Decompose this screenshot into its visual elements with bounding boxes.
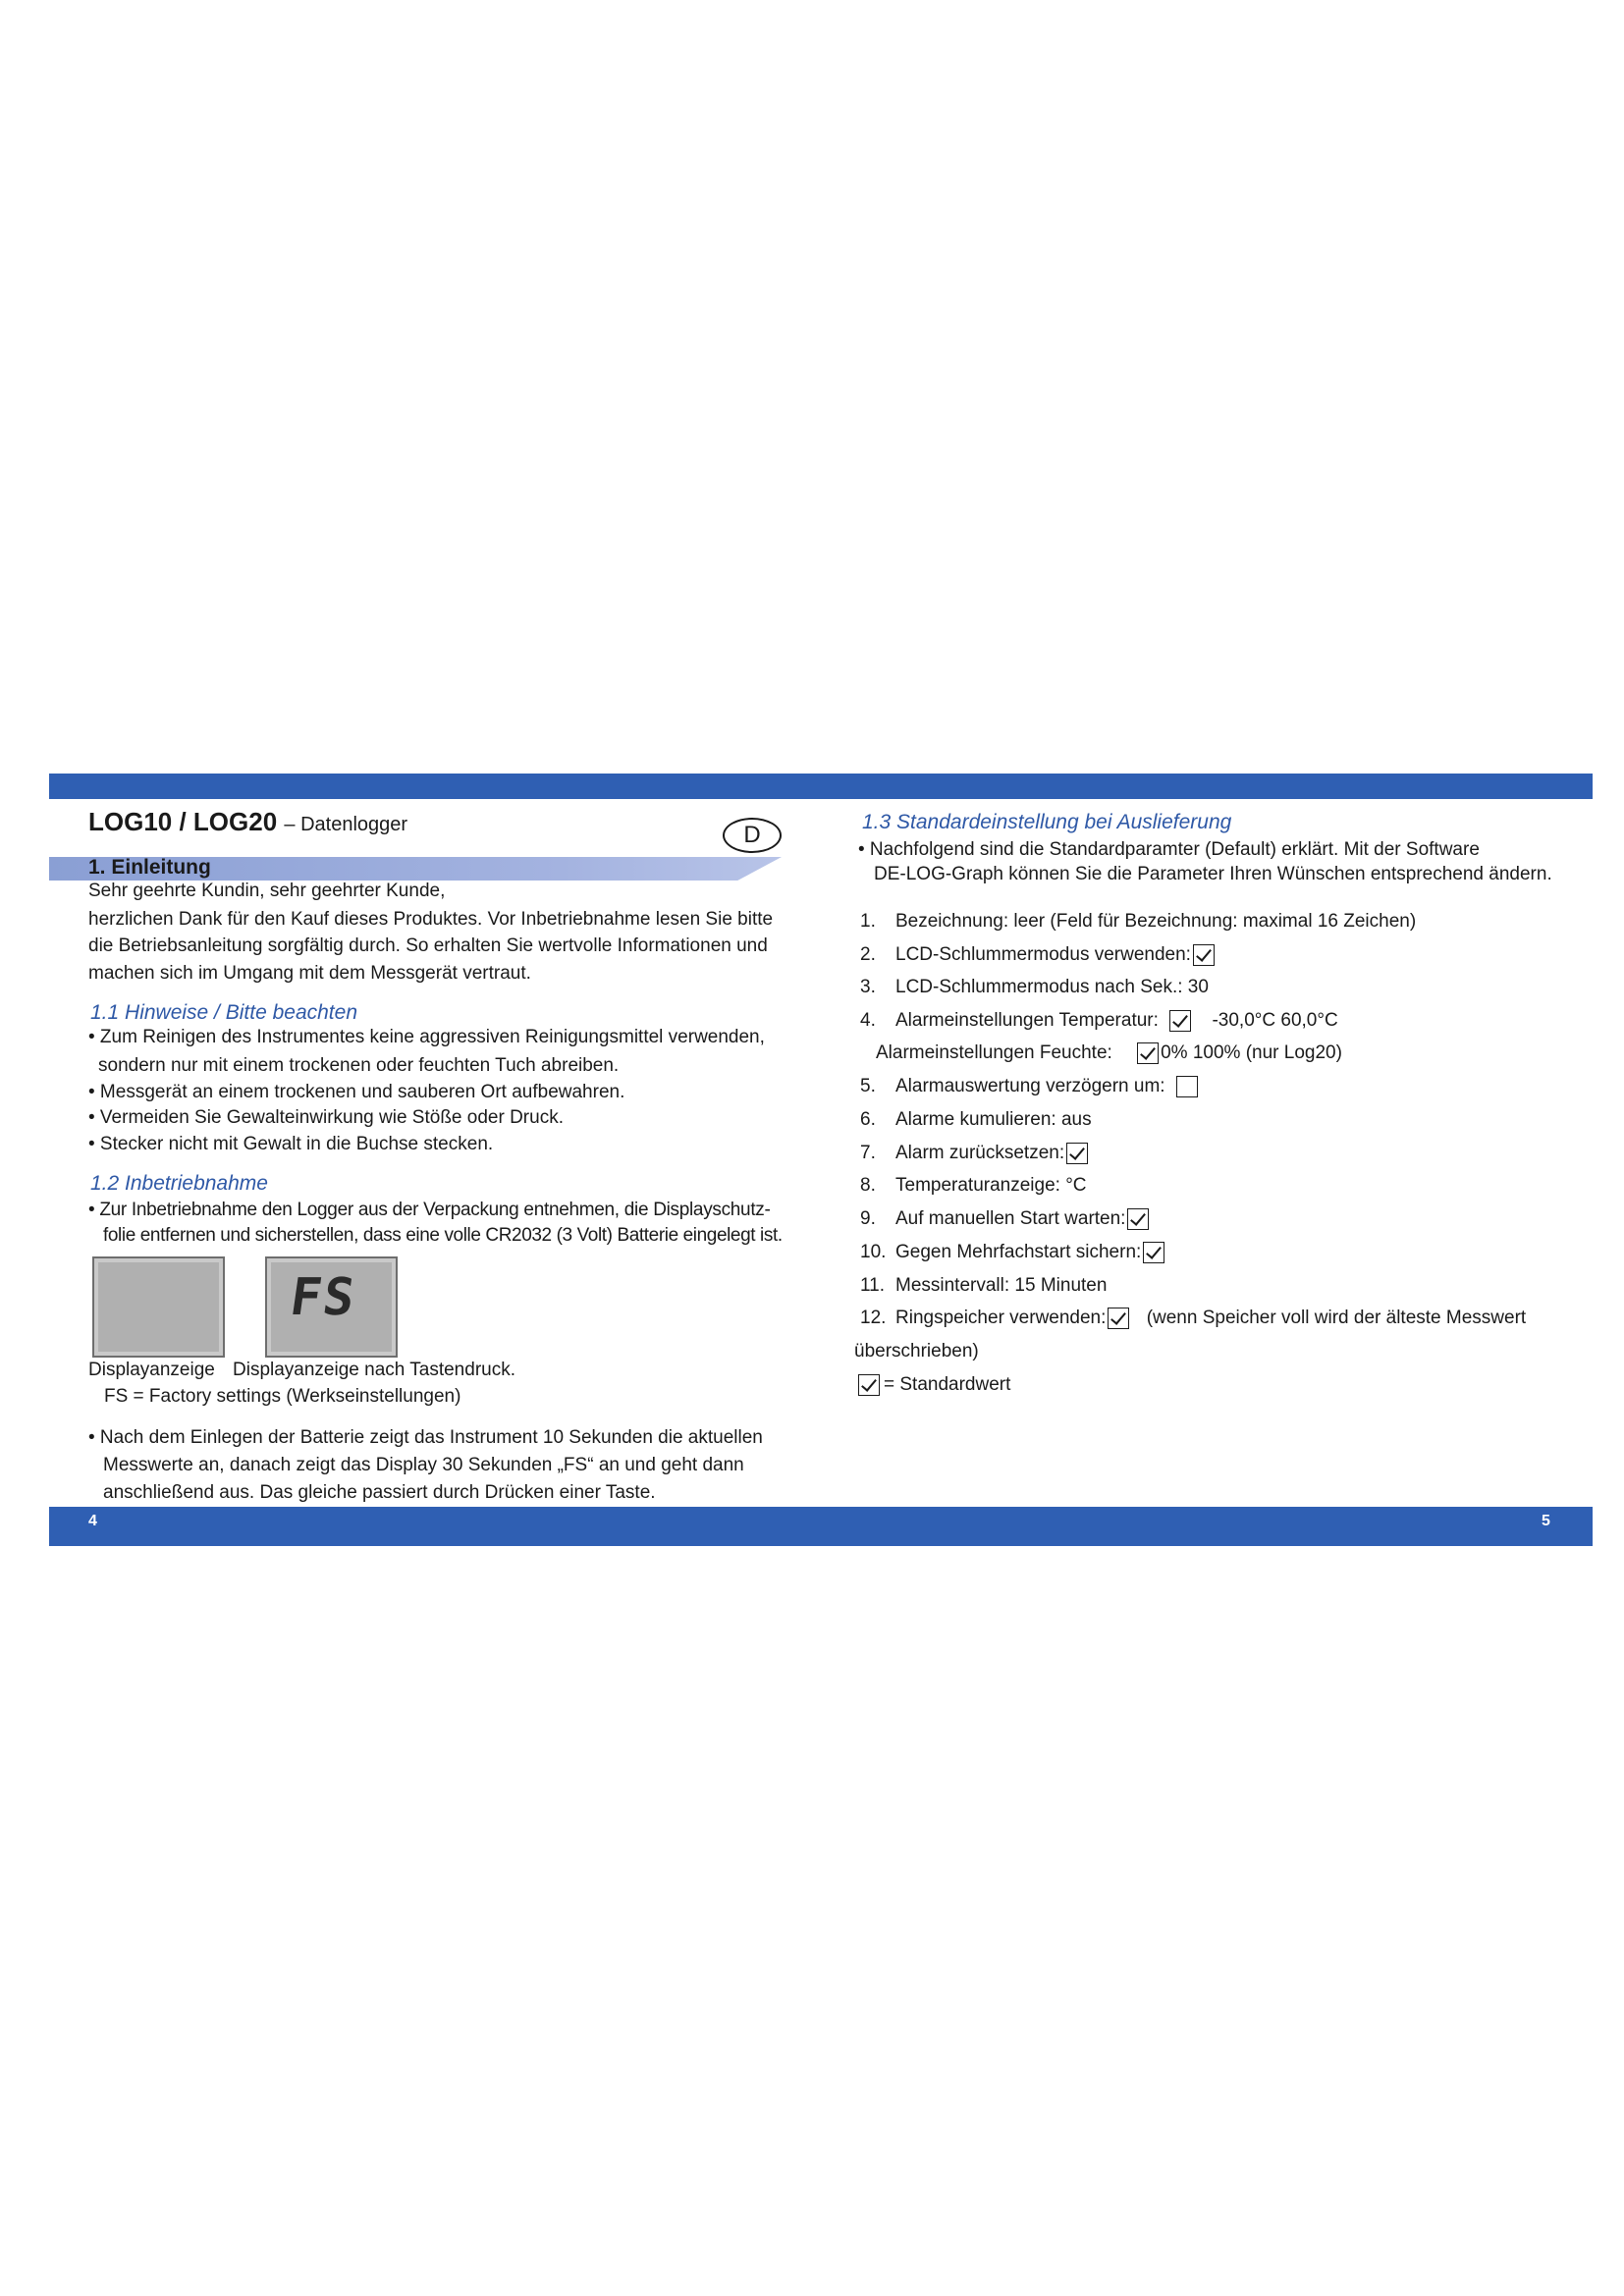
item-suffix: 0% 100% (nur Log20) [1161, 1042, 1342, 1064]
item-text: Ringspeicher verwenden: [895, 1308, 1107, 1329]
item-number: 4. [860, 1010, 876, 1032]
battery-line-1: • Nach dem Einlegen der Batterie zeigt das Instrument 10 Sekunden die aktuellen [88, 1427, 763, 1448]
caption-display: Displayanzeige [88, 1360, 215, 1380]
setting-item-2 [860, 944, 1217, 966]
setting-item-1 [860, 911, 1416, 933]
section-heading-standardeinstellung: 1.3 Standardeinstellung bei Auslieferung [862, 811, 1232, 833]
setting-item-6 [860, 1109, 1092, 1131]
setting-item-8 [860, 1175, 1087, 1197]
checkbox-checked-icon [1169, 1010, 1191, 1032]
setting-item-5 [860, 1076, 1200, 1097]
top-color-bar [49, 774, 1593, 799]
hinweis-line-4: • Vermeiden Sie Gewalteinwirkung wie Stöße oder Druck. [88, 1107, 564, 1128]
checkbox-checked-icon [858, 1374, 880, 1396]
inbetrieb-line-1: • Zur Inbetriebnahme den Logger aus der Verpackung entnehmen, die Displayschutz- [88, 1200, 771, 1220]
item-text: Alarmauswertung verzögern um: [895, 1076, 1165, 1097]
item-number: 6. [860, 1109, 876, 1130]
checkbox-checked-icon [1127, 1208, 1149, 1230]
hinweis-line-2: sondern nur mit einem trockenen oder feuchten Tuch abreiben. [98, 1055, 620, 1076]
setting-item-4b [876, 1042, 1342, 1064]
caption-display-after-press: Displayanzeige nach Tastendruck. [233, 1360, 515, 1380]
hinweis-line-5: • Stecker nicht mit Gewalt in die Buchse stecken. [88, 1134, 494, 1154]
caption-factory-settings: FS = Factory settings (Werkseinstellungen) [104, 1386, 461, 1407]
inbetrieb-line-2: folie entfernen und sicherstellen, dass eine volle CR2032 (3 Volt) Batterie eingelegt ist. [103, 1225, 783, 1246]
section-heading-einleitung: 1. Einleitung [88, 856, 211, 879]
item-text: Gegen Mehrfachstart sichern: [895, 1242, 1142, 1263]
item-number: 3. [860, 977, 876, 997]
page-number-right: 5 [1542, 1513, 1550, 1529]
checkbox-checked-icon [1066, 1143, 1088, 1164]
legend-text: = Standardwert [884, 1374, 1011, 1396]
item-number: 5. [860, 1076, 876, 1097]
item-number: 11. [860, 1275, 886, 1296]
checkbox-checked-icon [1193, 944, 1215, 966]
item-text: Alarm zurücksetzen: [895, 1143, 1065, 1164]
item-number: 1. [860, 911, 876, 932]
hinweis-line-3: • Messgerät an einem trockenen und sauberen Ort aufbewahren. [88, 1082, 625, 1102]
lcd-display-blank [92, 1256, 225, 1358]
page-number-left: 4 [88, 1513, 97, 1529]
lcd-display-fs [265, 1256, 398, 1358]
item-text: Alarmeinstellungen Temperatur: [895, 1010, 1159, 1032]
item-text: Messintervall: 15 Minuten [895, 1275, 1108, 1296]
checkbox-checked-icon [1108, 1308, 1129, 1329]
intro-line-1: Sehr geehrte Kundin, sehr geehrter Kunde, [88, 881, 446, 901]
title-main: LOG10 / LOG20 [88, 807, 278, 836]
item-text: Temperaturanzeige: °C [895, 1175, 1087, 1196]
setting-item-3 [860, 977, 1209, 998]
legend [858, 1374, 1010, 1396]
checkbox-checked-icon [1137, 1042, 1159, 1064]
item-number: 10. [860, 1242, 887, 1263]
item-suffix: -30,0°C 60,0°C [1212, 1010, 1338, 1032]
hinweis-line-1: • Zum Reinigen des Instrumentes keine aggressiven Reinigungsmittel verwenden, [88, 1027, 765, 1047]
item-number: 8. [860, 1175, 876, 1196]
setting-item-12 [860, 1308, 1526, 1329]
setting-item-7 [860, 1143, 1090, 1164]
language-badge: D [723, 818, 782, 853]
item-text: Alarme kumulieren: aus [895, 1109, 1092, 1130]
setting-item-10 [860, 1242, 1166, 1263]
setting-item-9 [860, 1208, 1151, 1230]
bottom-color-bar [49, 1507, 1593, 1546]
standard-intro-line-1: • Nachfolgend sind die Standardparamter (Default) erklärt. Mit der Software [858, 839, 1480, 860]
title-sub: – Datenlogger [284, 814, 408, 835]
battery-line-3: anschließend aus. Das gleiche passiert durch Drücken einer Taste. [103, 1482, 656, 1503]
checkbox-empty-icon [1176, 1076, 1198, 1097]
checkbox-checked-icon [1143, 1242, 1164, 1263]
item-suffix: (wenn Speicher voll wird der älteste Messwert [1146, 1308, 1527, 1329]
item-text: LCD-Schlummermodus nach Sek.: 30 [895, 977, 1209, 997]
lcd-fs-text: FS [286, 1268, 360, 1327]
item-text: LCD-Schlummermodus verwenden: [895, 944, 1191, 966]
item-number: 12. [860, 1308, 887, 1329]
intro-line-3: die Betriebsanleitung sorgfältig durch. So erhalten Sie wertvolle Informationen und [88, 935, 768, 956]
document-title [88, 807, 407, 837]
setting-item-4 [860, 1010, 1338, 1032]
intro-line-4: machen sich im Umgang mit dem Messgerät vertraut. [88, 963, 531, 984]
item-text: Bezeichnung: leer (Feld für Bezeichnung: maximal 16 Zeichen) [895, 911, 1417, 932]
standard-intro-line-2: DE-LOG-Graph können Sie die Parameter Ihren Wünschen entsprechend ändern. [874, 864, 1552, 884]
item-number: 9. [860, 1208, 876, 1230]
setting-item-12-continuation: überschrieben) [854, 1341, 979, 1362]
intro-line-2: herzlichen Dank für den Kauf dieses Produktes. Vor Inbetriebnahme lesen Sie bitte [88, 909, 774, 930]
section-heading-inbetriebnahme: 1.2 Inbetriebnahme [90, 1172, 268, 1195]
item-text: Auf manuellen Start warten: [895, 1208, 1126, 1230]
item-text: Alarmeinstellungen Feuchte: [876, 1042, 1112, 1064]
section-heading-hinweise: 1.1 Hinweise / Bitte beachten [90, 1001, 357, 1024]
item-number: 7. [860, 1143, 876, 1164]
setting-item-11 [860, 1275, 1107, 1297]
item-number: 2. [860, 944, 876, 966]
battery-line-2: Messwerte an, danach zeigt das Display 30 Sekunden „FS“ an und geht dann [103, 1455, 744, 1475]
